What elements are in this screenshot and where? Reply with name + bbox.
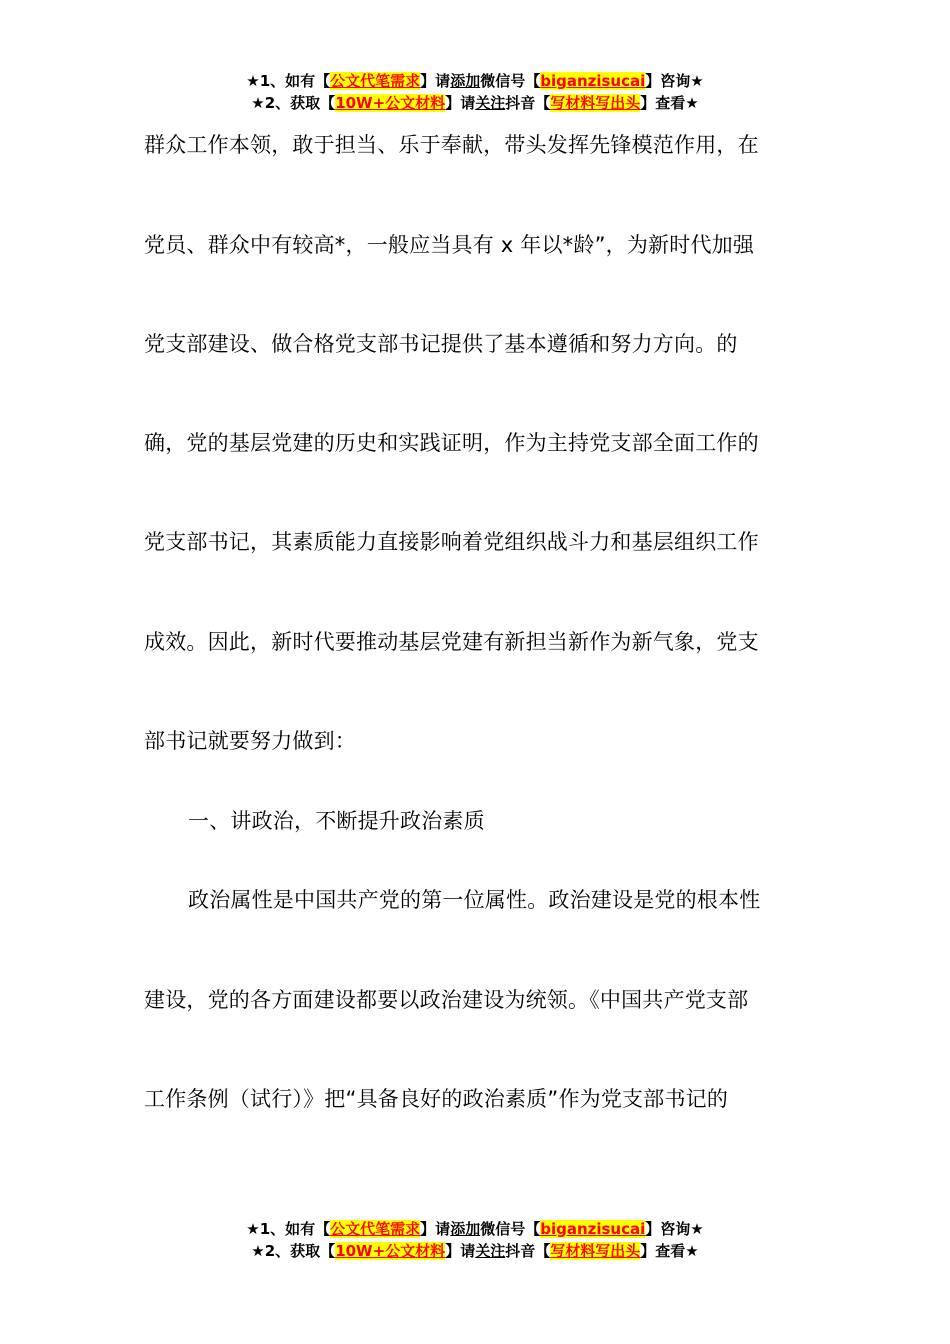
banner-line-1-prefix: ★1、如有【 [246,1220,331,1238]
footer-banner [0,1218,950,1262]
banner-line-2-highlight-materials: 10W+公文材料 [335,1242,446,1260]
banner-line-2 [0,92,950,114]
banner-line-1-mid2: 微信号【 [480,1220,541,1238]
banner-line-2-prefix: ★2、获取【 [251,94,336,112]
header-banner [0,70,950,114]
body-line: 党支部建设、做合格党支部书记提供了基本遵循和努力方向。的 [144,332,738,356]
banner-line-1-prefix: ★1、如有【 [246,72,331,90]
body-line: 党员、群众中有较高*，一般应当具有 x 年以*龄”，为新时代加强 [144,233,755,257]
banner-line-1-mid2: 微信号【 [480,72,541,90]
banner-line-2-highlight-materials: 10W+公文材料 [335,94,446,112]
paragraph-first-line: 政治属性是中国共产党的第一位属性。政治建设是党的根本性 [188,888,761,912]
banner-line-1-mid1: 】请 [420,72,451,90]
banner-line-1-suffix: 】咨询★ [645,72,704,90]
body-line: 部书记就要努力做到： [144,729,356,753]
banner-line-1-highlight-service: 公文代笔需求 [330,1220,421,1238]
banner-line-1-highlight-wechat: biganzisucai [540,1220,646,1238]
banner-line-2-highlight-douyin: 写材料写出头 [550,94,641,112]
banner-line-1-mid1: 】请 [420,1220,451,1238]
banner-line-2-suffix: 】查看★ [640,1242,699,1260]
banner-line-1-suffix: 】咨询★ [645,1220,704,1238]
banner-line-2-prefix: ★2、获取【 [251,1242,336,1260]
banner-line-1-highlight-wechat: biganzisucai [540,72,646,90]
banner-line-2-suffix: 】查看★ [640,94,699,112]
banner-line-2-underlined: 关注 [475,94,506,112]
banner-line-1-highlight-service: 公文代笔需求 [330,72,421,90]
banner-line-2-mid2: 抖音【 [505,94,551,112]
banner-line-1 [0,1218,950,1240]
banner-line-2-mid1: 】请 [445,1242,476,1260]
banner-line-2-mid2: 抖音【 [505,1242,551,1260]
banner-line-1 [0,70,950,92]
body-line: 成效。因此，新时代要推动基层党建有新担当新作为新气象，党支 [144,630,759,654]
body-line: 确，党的基层党建的历史和实践证明，作为主持党支部全面工作的 [144,431,759,455]
body-line: 党支部书记，其素质能力直接影响着党组织战斗力和基层组织工作 [144,530,759,554]
body-line: 工作条例（试行）》把“具备良好的政治素质”作为党支部书记的 [144,1087,729,1111]
banner-line-2 [0,1240,950,1262]
body-line: 建设，党的各方面建设都要以政治建设为统领。《中国共产党支部 [144,988,749,1012]
body-line: 群众工作本领，敢于担当、乐于奉献，带头发挥先锋模范作用，在 [144,133,759,157]
banner-line-1-underlined: 添加 [450,1220,481,1238]
section-heading: 一、讲政治，不断提升政治素质 [188,809,485,833]
banner-line-2-highlight-douyin: 写材料写出头 [550,1242,641,1260]
banner-line-1-underlined: 添加 [450,72,481,90]
banner-line-2-underlined: 关注 [475,1242,506,1260]
banner-line-2-mid1: 】请 [445,94,476,112]
